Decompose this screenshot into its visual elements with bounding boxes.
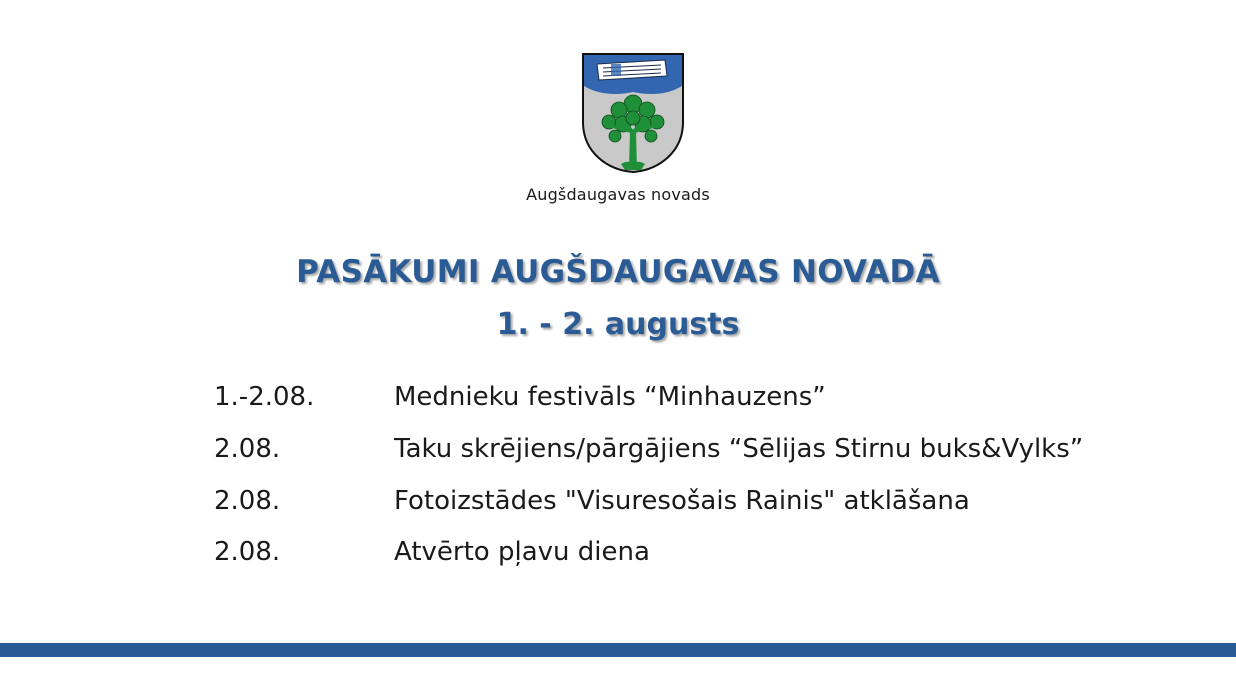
coat-of-arms-icon — [581, 52, 685, 174]
list-item — [0, 382, 1236, 422]
event-name: Fotoizstādes "Visuresošais Rainis" atklāšana — [394, 486, 970, 516]
event-date: 2.08. — [214, 486, 281, 516]
list-item — [0, 486, 1236, 526]
footer-bar — [0, 643, 1236, 657]
region-name: Augšdaugavas novads — [526, 185, 710, 204]
event-date: 1.-2.08. — [214, 382, 315, 412]
event-name: Taku skrējiens/pārgājiens “Sēlijas Stirnu buks&Vylks” — [394, 434, 1084, 464]
list-item — [0, 434, 1236, 474]
event-name: Mednieku festivāls “Minhauzens” — [394, 382, 826, 412]
page-title: PASĀKUMI AUGŠDAUGAVAS NOVADĀ — [296, 254, 940, 290]
event-date: 2.08. — [214, 434, 281, 464]
event-date: 2.08. — [214, 537, 281, 567]
list-item — [0, 537, 1236, 577]
event-name: Atvērto pļavu diena — [394, 537, 650, 567]
date-range: 1. - 2. augusts — [496, 307, 740, 342]
